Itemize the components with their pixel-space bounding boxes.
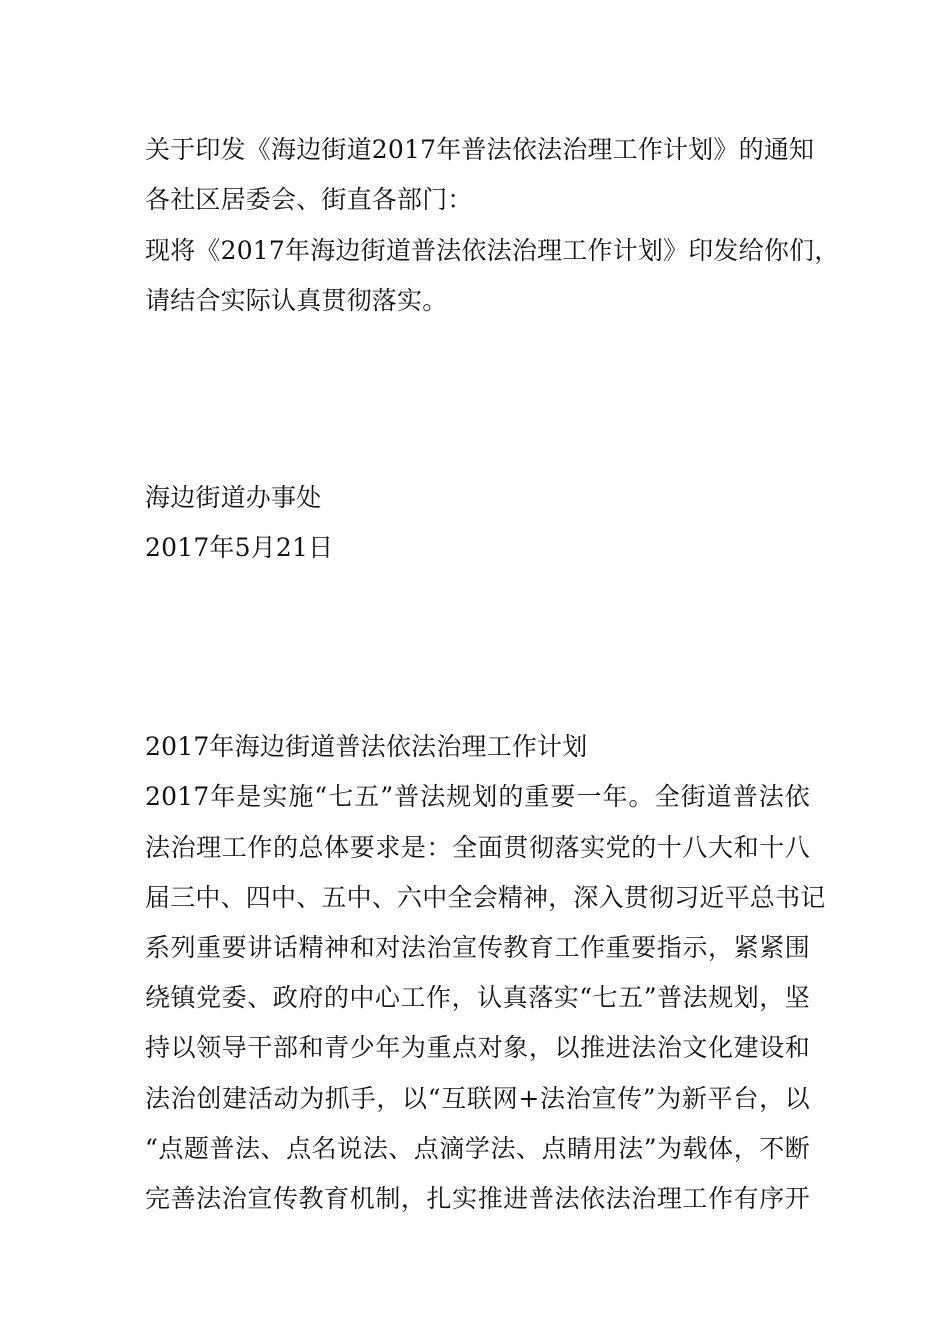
plan-paragraph-line: 届三中、四中、五中、六中全会精神，深入贯彻习近平总书记 [145, 883, 826, 912]
plan-paragraph-line: 绕镇党委、政府的中心工作，认真落实“七五”普法规划，坚 [145, 983, 810, 1012]
plan-paragraph-line: 持以领导干部和青少年为重点对象，以推进法治文化建设和 [145, 1033, 810, 1062]
plan-paragraph-line: 法治理工作的总体要求是：全面贯彻落实党的十八大和十八 [145, 833, 810, 862]
plan-paragraph-line: “点题普法、点名说法、点滴学法、点睛用法”为载体，不断 [145, 1134, 810, 1163]
plan-paragraph-line: 2017年是实施“七五”普法规划的重要一年。全街道普法依 [145, 782, 810, 811]
notice-body-line: 请结合实际认真贯彻落实。 [145, 286, 448, 315]
plan-paragraph-line: 系列重要讲话精神和对法治宣传教育工作重要指示，紧紧围 [145, 933, 810, 962]
plan-paragraph-line: 完善法治宣传教育机制，扎实推进普法依法治理工作有序开 [145, 1184, 810, 1213]
plan-paragraph-line: 法治创建活动为抓手，以“互联网+法治宣传”为新平台，以 [145, 1084, 810, 1113]
notice-addressee: 各社区居委会、街直各部门： [145, 185, 473, 214]
notice-body-line: 现将《2017年海边街道普法依法治理工作计划》印发给你们， [145, 236, 840, 265]
notice-issuer: 海边街道办事处 [145, 483, 322, 512]
notice-date: 2017年5月21日 [145, 533, 334, 562]
plan-title: 2017年海边街道普法依法治理工作计划 [145, 732, 588, 761]
notice-title: 关于印发《海边街道2017年普法依法治理工作计划》的通知 [145, 135, 815, 164]
